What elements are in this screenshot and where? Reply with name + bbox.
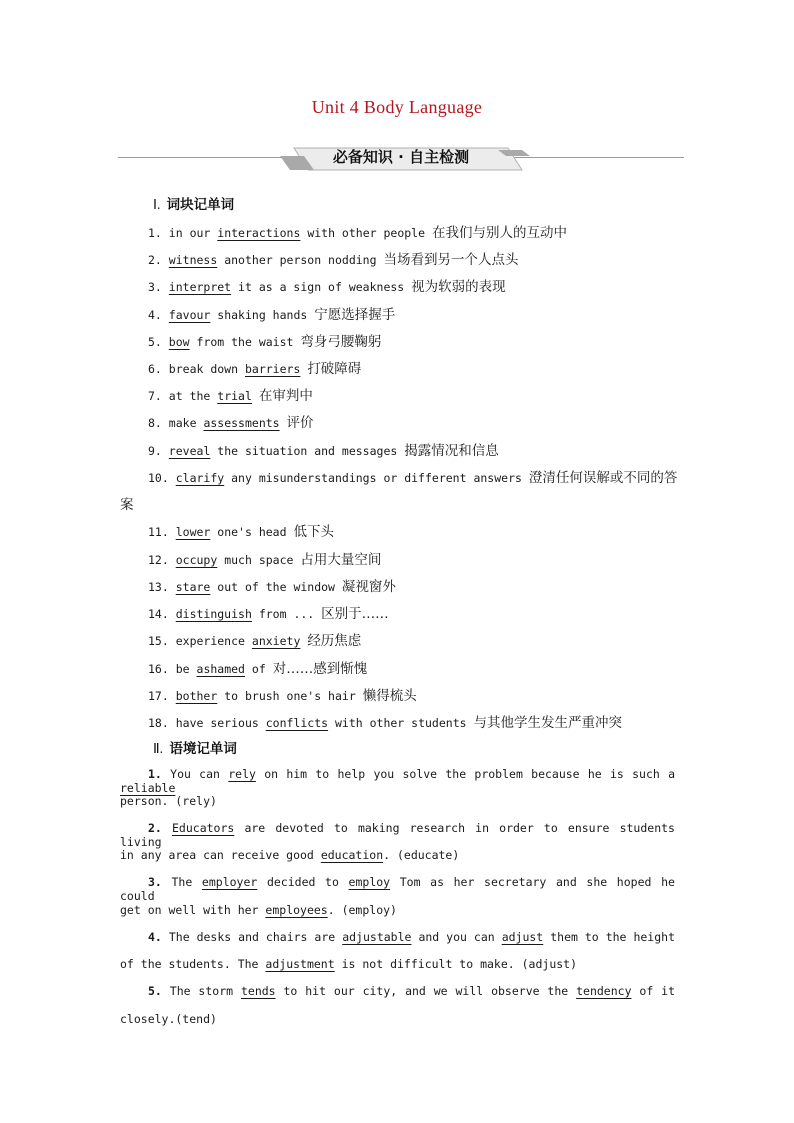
vocab-number: 5. [148,335,162,349]
section-numeral: Ⅱ. [153,741,164,756]
answer-word: education [320,848,384,862]
vocab-prefix: break down [168,362,239,376]
vocab-translation: 经历焦虑 [307,633,362,649]
vocab-number: 6. [148,362,162,376]
vocab-translation: 与其他学生发生严重冲突 [473,715,622,731]
vocab-keyword: bother [175,689,218,703]
vocab-suffix: out of the window [217,580,335,594]
context-sentence-4-line-2: of the students. The adjustment is not difficult to make. (adjust) [120,957,578,971]
vocab-item [148,275,703,295]
vocab-keyword: witness [168,253,218,267]
vocab-keyword: interactions [217,226,301,240]
vocab-suffix: to brush one's hair [224,689,356,703]
vocab-prefix: have serious [175,716,259,730]
vocab-item [148,629,703,649]
answer-word: rely [228,767,256,781]
vocab-item [148,711,703,731]
vocab-translation: 宁愿选择握手 [314,307,396,323]
vocab-number: 11. [148,525,169,539]
vocab-keyword: reveal [168,444,211,458]
vocab-item [148,575,703,595]
vocab-item [148,684,703,704]
answer-word: Educators [172,821,235,835]
vocab-item [148,657,703,677]
vocab-translation: 揭露情况和信息 [404,443,499,459]
vocab-suffix: with other people [307,226,426,240]
vocab-suffix: from the waist [196,335,294,349]
context-sentence-1-line-1: 1. You can rely on him to help you solve the problem because he is such a reliable [120,767,675,795]
vocab-keyword: anxiety [251,634,301,648]
vocab-translation: 在审判中 [258,388,313,404]
vocab-item [148,221,703,241]
vocab-prefix: at the [168,389,211,403]
vocab-number: 16. [148,662,169,676]
vocab-translation: 弯身弓腰鞠躬 [300,334,382,350]
vocab-number: 3. [148,280,162,294]
vocab-suffix: of [251,662,266,676]
vocab-keyword: ashamed [196,662,245,676]
vocab-keyword: occupy [175,553,218,567]
vocab-translation: 对……感到惭愧 [272,661,368,677]
vocab-number: 18. [148,716,169,730]
page-title: Unit 4 Body Language [311,97,483,117]
vocab-number: 13. [148,580,169,594]
vocab-number: 1. [148,226,162,240]
vocab-suffix: any misunderstandings or different answers [231,471,522,485]
vocab-number: 9. [148,444,162,458]
vocab-suffix: with other students [335,716,467,730]
vocab-keyword: assessments [203,416,280,430]
vocab-keyword: distinguish [175,607,252,621]
vocab-suffix: the situation and messages [217,444,398,458]
vocab-keyword: bow [168,335,190,349]
vocab-number: 17. [148,689,169,703]
vocab-keyword: conflicts [265,716,329,730]
vocab-prefix: make [168,416,197,430]
context-sentence-1-line-2: person. (rely) [120,794,217,808]
vocab-translation: 低下头 [293,524,334,540]
vocab-prefix: experience [175,634,245,648]
vocab-suffix: another person nodding [224,253,377,267]
vocab-number: 7. [148,389,162,403]
vocab-item [148,602,703,622]
vocab-suffix: much space [224,553,294,567]
section-title: 语境记单词 [169,741,237,757]
answer-word: tendency [576,984,632,998]
vocab-number: 15. [148,634,169,648]
vocab-number: 2. [148,253,162,267]
vocab-keyword: stare [175,580,211,594]
section-title: 词块记单词 [166,197,235,213]
vocab-number: 8. [148,416,162,430]
answer-word: employer [201,875,258,889]
section-banner [118,142,684,172]
vocab-keyword: favour [168,308,211,322]
vocab-translation: 视为软弱的表现 [411,279,506,295]
vocab-suffix: one's head [217,525,287,539]
vocab-translation: 懒得梳头 [362,688,417,704]
context-sentence-5-line-2: closely.(tend) [120,1012,217,1026]
answer-word: employ [348,875,391,889]
vocab-item [148,303,703,323]
context-sentence-2-line-2: in any area can receive good education. (educate) [120,848,460,862]
vocab-number: 10. [148,471,169,485]
answer-word: adjustment [265,957,335,971]
vocab-item [148,411,703,431]
vocab-number: 14. [148,607,169,621]
vocab-keyword: interpret [168,280,232,294]
context-sentence-2-line-1: 2. Educators are devoted to making research in order to ensure students living [120,821,675,849]
vocab-suffix: shaking hands [217,308,308,322]
vocab-translation: 澄清任何误解或不同的答 [528,470,678,486]
vocab-keyword: clarify [175,471,225,485]
vocab-prefix: in our [168,226,211,240]
vocab-keyword: barriers [244,362,301,376]
section-heading-1 [153,193,234,213]
vocab-suffix: from ... [258,607,315,621]
vocab-item [148,330,703,350]
vocab-translation: 案 [120,497,134,513]
vocab-prefix: be [175,662,190,676]
section-heading-2 [153,737,237,757]
context-sentence-4-line-1: 4. The desks and chairs are adjustable and you can adjust them to the height [148,930,675,944]
answer-word: tends [240,984,276,998]
section-numeral: Ⅰ. [153,197,161,212]
context-sentence-5-line-1: 5. The storm tends to hit our city, and we will observe the tendency of it [148,984,675,998]
answer-word: adjust [501,930,544,944]
vocab-translation: 打破障碍 [307,361,362,377]
answer-word: adjustable [342,930,412,944]
vocab-translation: 凝视窗外 [341,579,396,595]
vocab-translation: 占用大量空间 [300,552,382,568]
vocab-item [148,248,703,268]
banner-label: 必备知识 · 自主检测 [332,148,470,166]
vocab-item [148,466,703,486]
answer-word: employees [265,903,328,917]
vocab-translation: 在我们与别人的互动中 [431,225,567,241]
vocab-translation: 评价 [286,415,314,431]
answer-word: reliable [120,781,176,795]
vocab-item [148,439,703,459]
vocab-translation: 区别于…… [321,606,389,622]
vocab-translation: 当场看到另一个人点头 [383,252,519,268]
vocab-keyword: lower [175,525,211,539]
vocab-suffix: it as a sign of weakness [238,280,405,294]
vocab-item [148,384,703,404]
vocab-item [148,357,703,377]
vocab-item-continuation [120,493,675,513]
vocab-number: 4. [148,308,162,322]
vocab-item [148,548,703,568]
context-sentence-3-line-2: get on well with her employees. (employ) [120,903,397,917]
vocab-number: 12. [148,553,169,567]
vocab-keyword: trial [217,389,252,403]
context-sentence-3-line-1: 3. The employer decided to employ Tom as her secretary and she hoped he could [120,875,675,903]
vocab-item [148,520,703,540]
